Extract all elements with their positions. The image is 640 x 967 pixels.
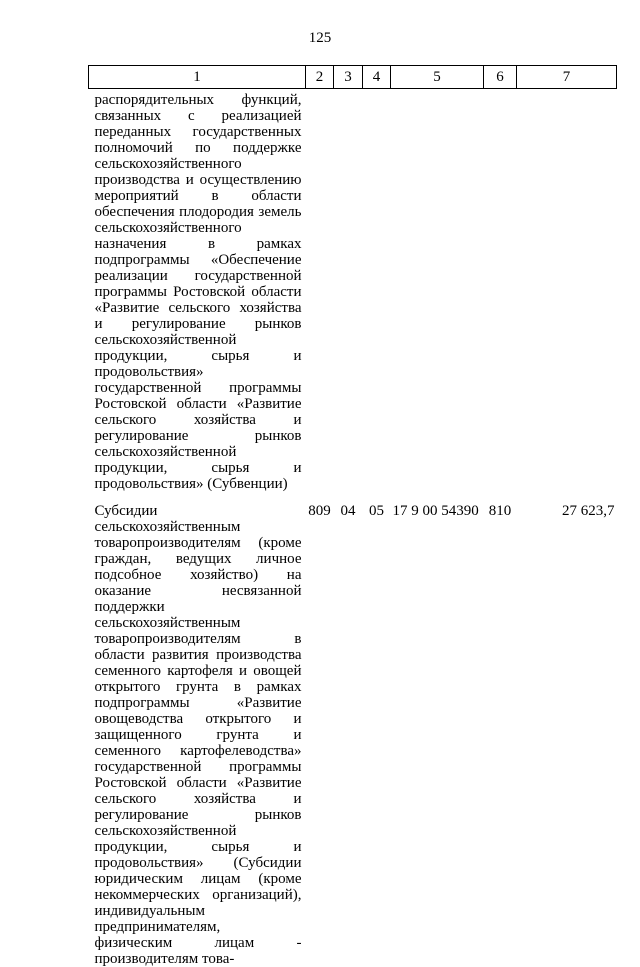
row-description: Субсидии сельскохозяйственным товаропроизводителям (кроме граждан, ведущих личное подсобное хозяйство) на оказание несвязанной поддержки сельскохозяйственным товаропроизводителям в области развития производства семенного картофеля и овощей открытого грунта в рамках подпрограммы «Развитие овощеводства открытого и защищенного грунта и семенного картофелеводства» государственной программы Ростовской области «Развитие сельского хозяйства и регулирование рынков сельскохозяйственной продукции, сырья и продовольствия» (Субсидии юридическим лицам (кроме некоммерческих организаций), индивидуальным предпринимателям, физическим лицам - производителям това- bbox=[94, 503, 302, 967]
column-header-2: 2 bbox=[306, 66, 334, 89]
budget-table bbox=[88, 65, 617, 967]
column-header-4: 4 bbox=[363, 66, 391, 89]
ministry-code: 809 bbox=[308, 503, 331, 519]
row-description: распорядительных функций, связанных с реализацией переданных государственных полномочий по поддержке сельскохозяйственного производства и осуществлению мероприятий в области обеспечения плодородия земель сельскохозяйственного назначения в рамках подпрограммы «Обеспечение реализации государственной программы Ростовской области «Развитие сельского хозяйства и регулирование рынков сельскохозяйственной продукции, сырья и продовольствия» государственной программы Ростовской области «Развитие сельского хозяйства и регулирование рынков сельскохозяйственной продукции, сырья и продовольствия» (Субвенции) bbox=[94, 92, 302, 492]
column-header-7: 7 bbox=[517, 66, 617, 89]
section-code: 04 bbox=[340, 503, 356, 519]
expense-type-code: 810 bbox=[488, 503, 512, 519]
target-article-code bbox=[391, 89, 484, 501]
table-row bbox=[89, 89, 617, 501]
target-article-code: 17 9 00 54390 bbox=[392, 503, 479, 519]
subsection-code: 05 bbox=[369, 503, 384, 519]
column-header-1: 1 bbox=[89, 66, 306, 89]
column-header-6: 6 bbox=[484, 66, 517, 89]
section-code bbox=[334, 89, 363, 501]
column-header-5: 5 bbox=[391, 66, 484, 89]
amount-value bbox=[517, 89, 617, 501]
column-header-3: 3 bbox=[334, 66, 363, 89]
page-number: 125 bbox=[308, 30, 332, 46]
subsection-code bbox=[363, 89, 391, 501]
table-header bbox=[89, 66, 617, 89]
expense-type-code bbox=[484, 89, 517, 501]
amount-value: 27 623,7 bbox=[562, 503, 615, 519]
header-row bbox=[89, 66, 617, 89]
table-row bbox=[89, 500, 617, 967]
ministry-code bbox=[306, 89, 334, 501]
